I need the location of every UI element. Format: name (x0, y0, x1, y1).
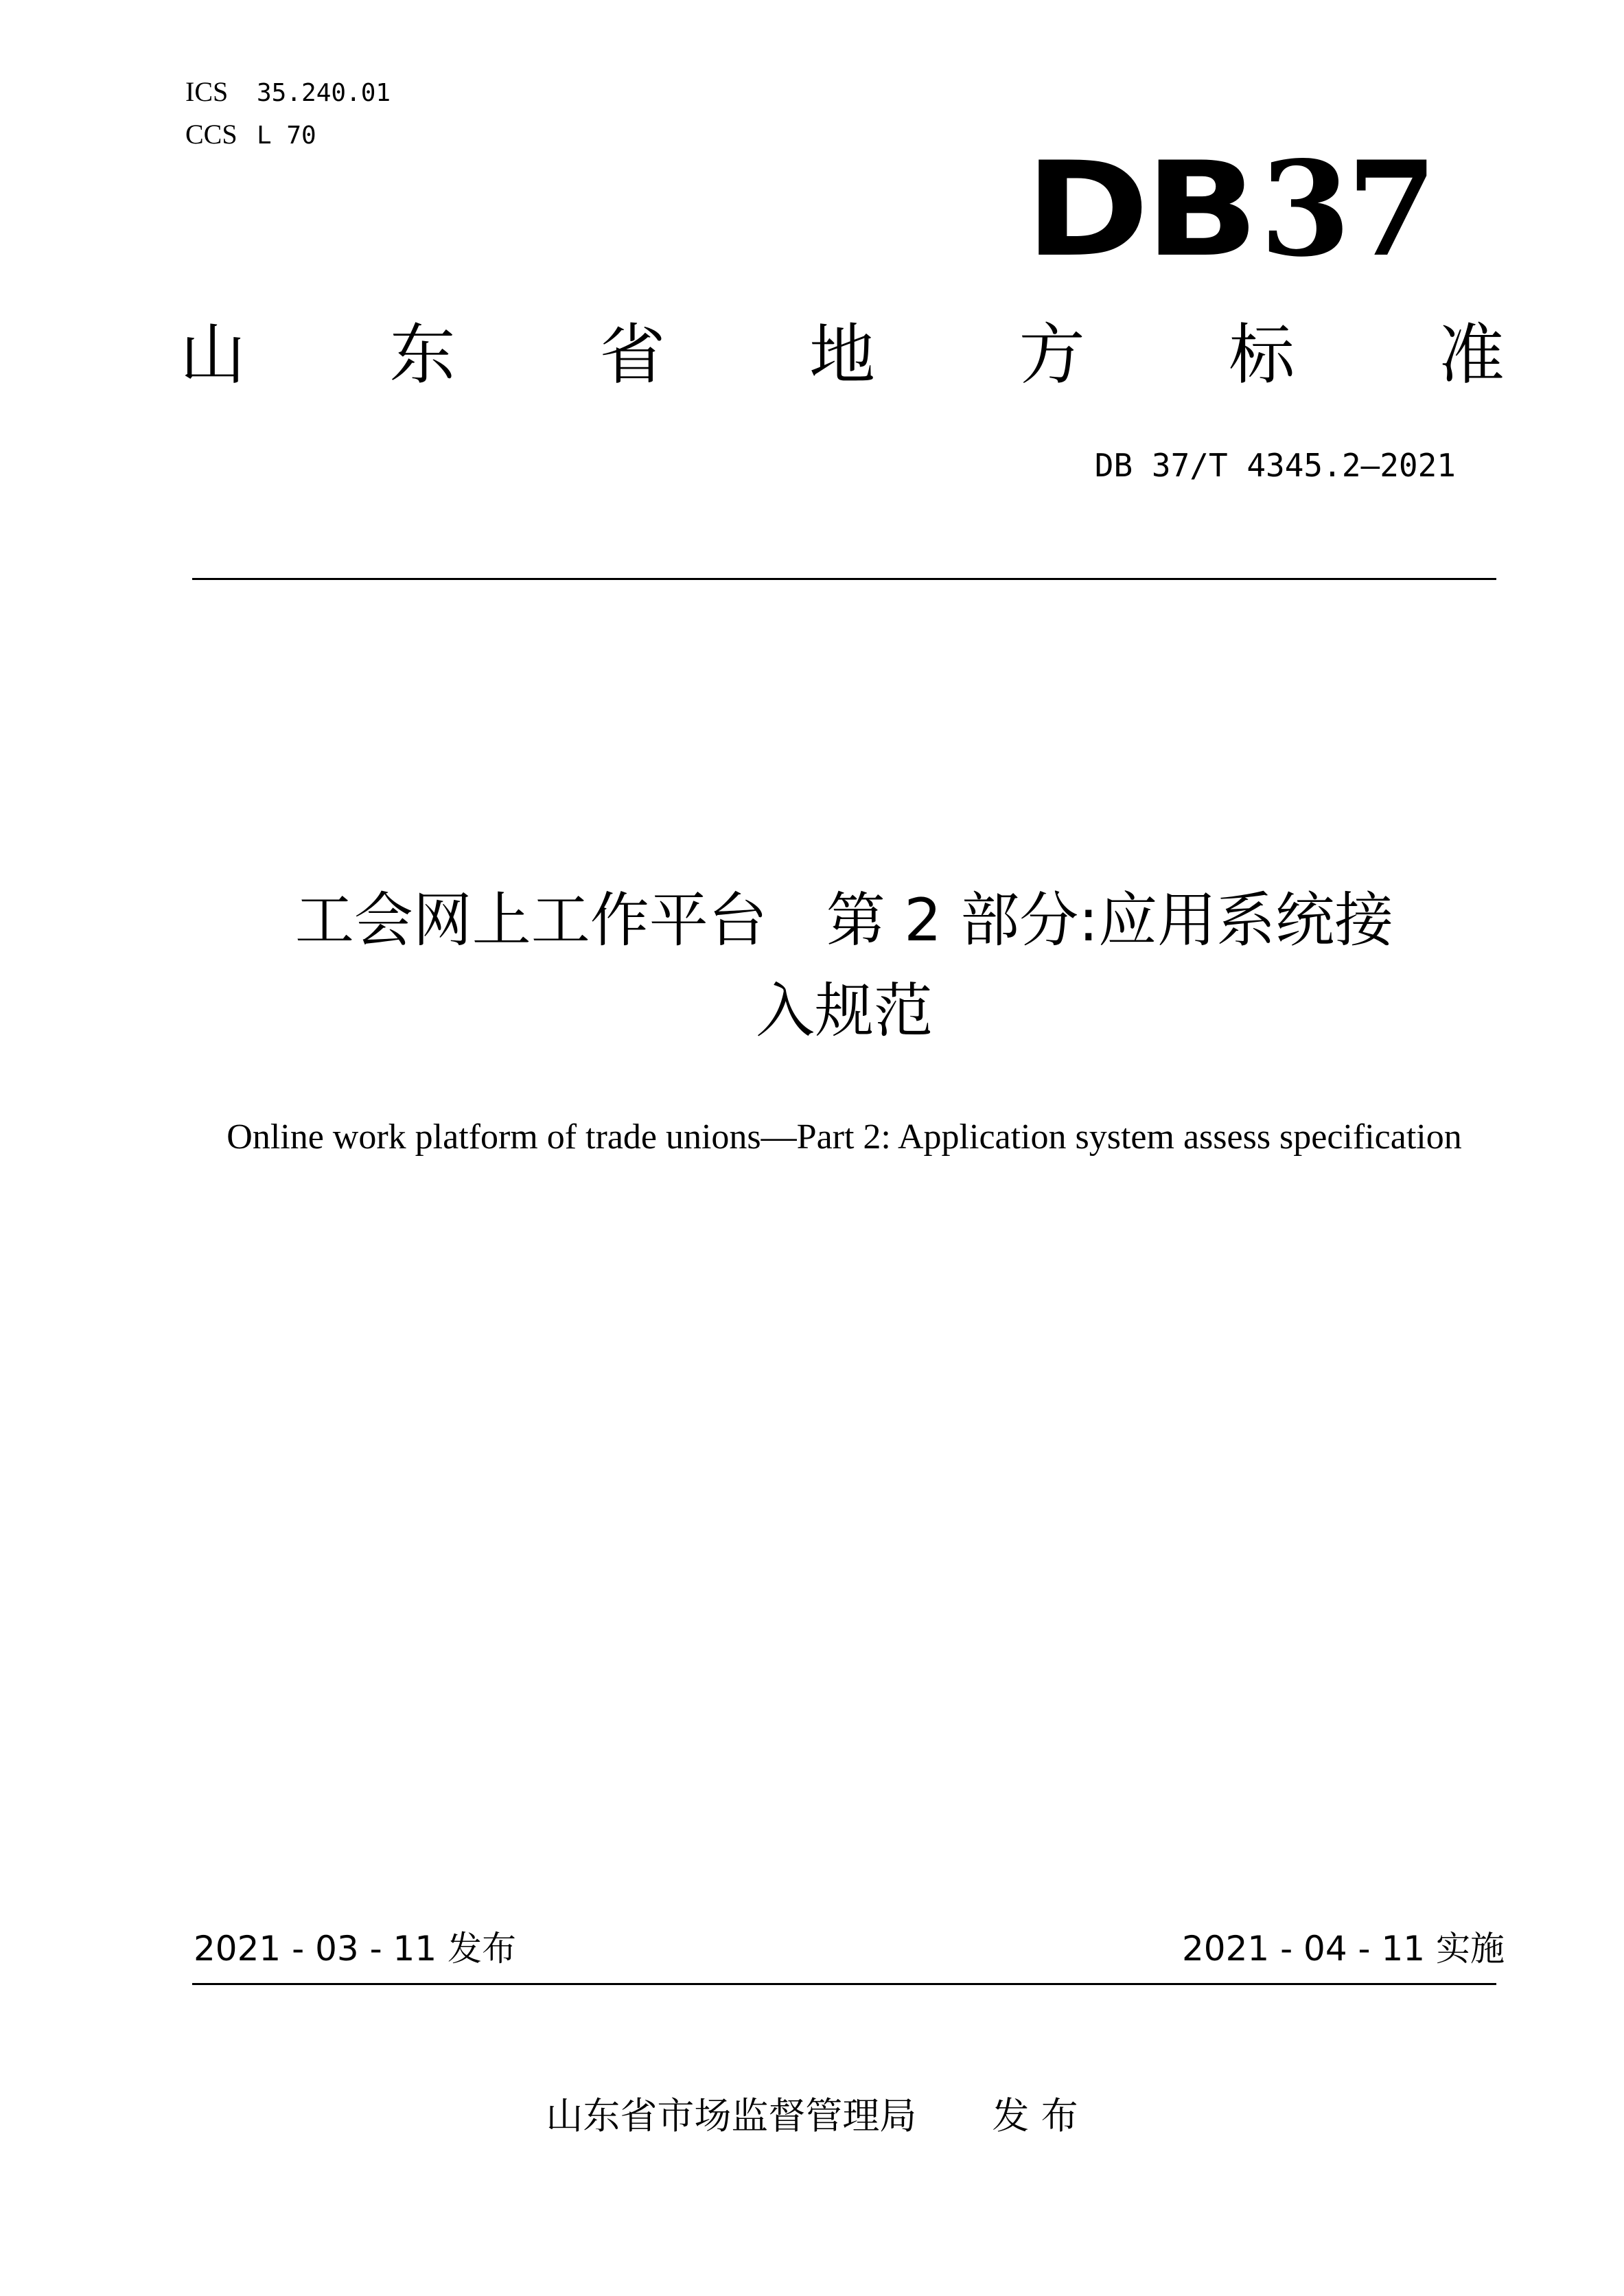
chinese-title-line-1: 工会网上工作平台 第 2 部分:应用系统接 (294, 886, 1394, 955)
top-divider (192, 578, 1496, 580)
standard-type-char: 标 (1229, 316, 1295, 393)
db-logo-letters: DB (1025, 134, 1255, 286)
date-divider (192, 1983, 1496, 1985)
db-logo-number: 37 (1260, 132, 1433, 286)
standard-type-char: 省 (599, 316, 666, 393)
standard-type-heading (180, 317, 1505, 393)
ccs-code-row (185, 118, 316, 152)
db37-logo (1025, 132, 1433, 286)
chinese-title-line-2: 入规范 (756, 977, 933, 1045)
standard-number: DB 37/T 4345.2—2021 (1094, 447, 1456, 484)
ics-label: ICS (185, 76, 229, 107)
english-title: Online work platform of trade unions—Part 2: Application system assess specification (227, 1117, 1462, 1157)
publisher (0, 2094, 1624, 2139)
standard-type-char: 准 (1438, 316, 1505, 393)
standard-type-char: 山 (180, 316, 246, 393)
ccs-value: L 70 (257, 121, 316, 150)
standard-type-char: 东 (389, 316, 456, 393)
ics-value: 35.240.01 (257, 79, 391, 107)
ics-code-row (185, 76, 391, 110)
chinese-title (165, 875, 1524, 1056)
standard-type-char: 地 (809, 316, 875, 393)
standard-type-char: 方 (1019, 316, 1085, 393)
implementation-date: 2021 - 04 - 11 实施 (1181, 1929, 1505, 1969)
ccs-label: CCS (185, 119, 237, 150)
issue-date: 2021 - 03 - 11 发布 (194, 1929, 517, 1969)
publisher-action: 发 布 (992, 2094, 1078, 2137)
publisher-name: 山东省市场监督管理局 (546, 2094, 917, 2137)
